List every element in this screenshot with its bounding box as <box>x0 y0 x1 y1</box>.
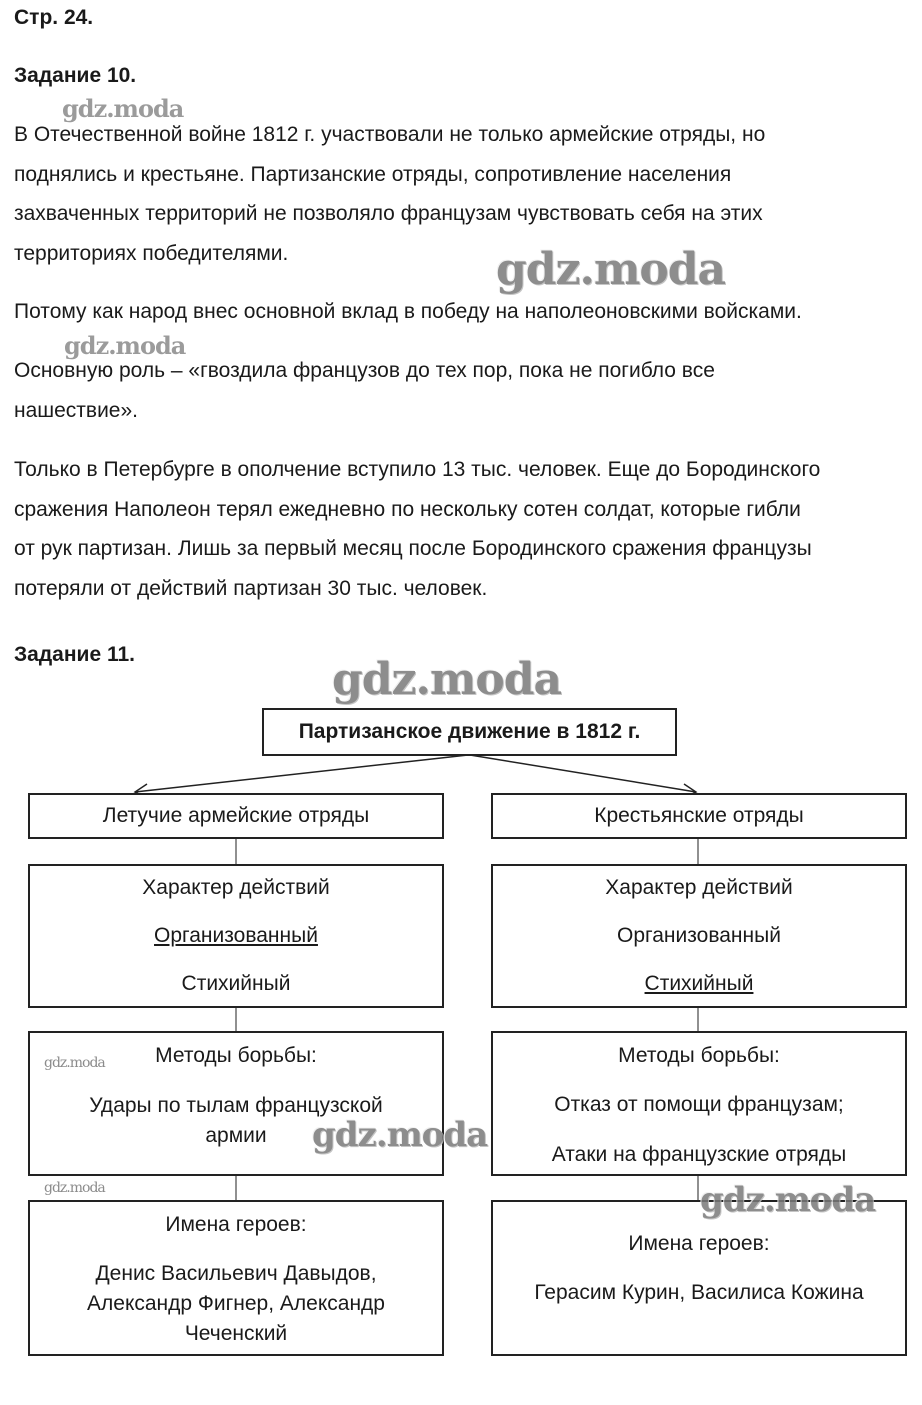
option-spontaneous: Стихийный <box>181 972 291 995</box>
left-header-box <box>28 793 444 839</box>
option-spontaneous-selected: Стихийный <box>644 972 754 995</box>
paragraph-line: потеряли от действий партизан 30 тыс. человек. <box>14 576 488 600</box>
methods-text-line: Удары по тылам французской <box>89 1094 383 1117</box>
right-branch <box>395 755 470 792</box>
right-connector <box>395 755 470 792</box>
link-right <box>395 755 470 792</box>
connector-right <box>395 755 470 792</box>
paragraph-line: захваченных территорий не позволяло французам чувствовать себя на этих <box>14 202 763 225</box>
right-branch-arrow <box>395 755 470 792</box>
heroes-text-line: Денис Васильевич Давыдов, <box>95 1262 377 1285</box>
paragraph-line: Потому как народ внес основной вклад в победу на наполеоновскими войсками. <box>14 300 802 323</box>
right-header-box <box>491 793 907 839</box>
character-label: Характер действий <box>142 876 330 899</box>
paragraph-line: Основную роль – «гвоздила французов до тех пор, пока не погибло все <box>14 359 715 382</box>
paragraph-line: от рук партизан. Лишь за первый месяц после Бородинского сражения французы <box>14 537 812 560</box>
connector <box>395 755 470 792</box>
left-character-box <box>28 864 444 1008</box>
watermark: gdz.moda <box>312 1115 488 1155</box>
edge-right <box>395 755 470 792</box>
option-organized-selected: Организованный <box>154 924 318 947</box>
methods-label: Методы борьбы: <box>618 1044 780 1067</box>
heroes-label: Имена героев: <box>628 1232 770 1255</box>
watermark: gdz.moda <box>332 654 562 705</box>
heroes-text-line: Александр Фигнер, Александр <box>87 1292 385 1315</box>
heroes-text-line: Герасим Курин, Василиса Кожина <box>534 1281 864 1304</box>
root-label: Партизанское движение в 1812 г. <box>298 720 641 743</box>
right-arrow-line <box>395 755 470 792</box>
task-11-title: Задание 11. <box>14 643 135 666</box>
methods-label: Методы борьбы: <box>155 1044 317 1067</box>
watermark: gdz.moda <box>496 244 726 295</box>
right-character-box <box>491 864 907 1008</box>
paragraph-line: поднялись и крестьяне. Партизанские отряды, сопротивление населения <box>14 162 732 186</box>
heroes-label: Имена героев: <box>165 1213 307 1236</box>
arrow-line-right <box>395 755 468 792</box>
methods-text-line: Атаки на французские отряды <box>551 1143 847 1166</box>
paragraph-line: Только в Петербурге в ополчение вступило 13 тыс. человек. Еще до Бородинского <box>14 458 821 481</box>
paragraph-line: В Отечественной войне 1812 г. участвовали не только армейские отряды, но <box>14 123 766 146</box>
branch-right-line <box>470 755 696 792</box>
watermark: gdz.moda <box>64 331 186 360</box>
option-organized: Организованный <box>617 924 781 947</box>
left-header-label: Летучие армейские отряды <box>102 804 370 827</box>
right-header-label: Крестьянские отряды <box>594 804 804 827</box>
watermark: gdz.moda <box>700 1180 876 1220</box>
watermark: gdz.moda <box>62 94 184 123</box>
right-heroes-box <box>491 1200 907 1356</box>
right-methods-box <box>491 1031 907 1176</box>
watermark: gdz.moda <box>44 1180 105 1196</box>
methods-text-line: Отказ от помощи французам; <box>554 1093 844 1116</box>
paragraph-line: территориях победителями. <box>14 241 289 265</box>
character-label: Характер действий <box>605 876 793 899</box>
watermark: gdz.moda <box>44 1055 105 1071</box>
page-number: Стр. 24. <box>14 6 94 29</box>
paragraph-line: сражения Наполеон терял ежедневно по нескольку сотен солдат, которые гибли <box>14 497 801 521</box>
heroes-text-line: Чеченский <box>184 1322 288 1345</box>
arrow-line-left <box>135 755 468 792</box>
paragraph-line: нашествие». <box>14 398 139 422</box>
methods-text-line: армии <box>205 1124 267 1147</box>
diagram-root-box <box>262 708 677 756</box>
left-heroes-box <box>28 1200 444 1356</box>
task-10-title: Задание 10. <box>14 64 137 87</box>
